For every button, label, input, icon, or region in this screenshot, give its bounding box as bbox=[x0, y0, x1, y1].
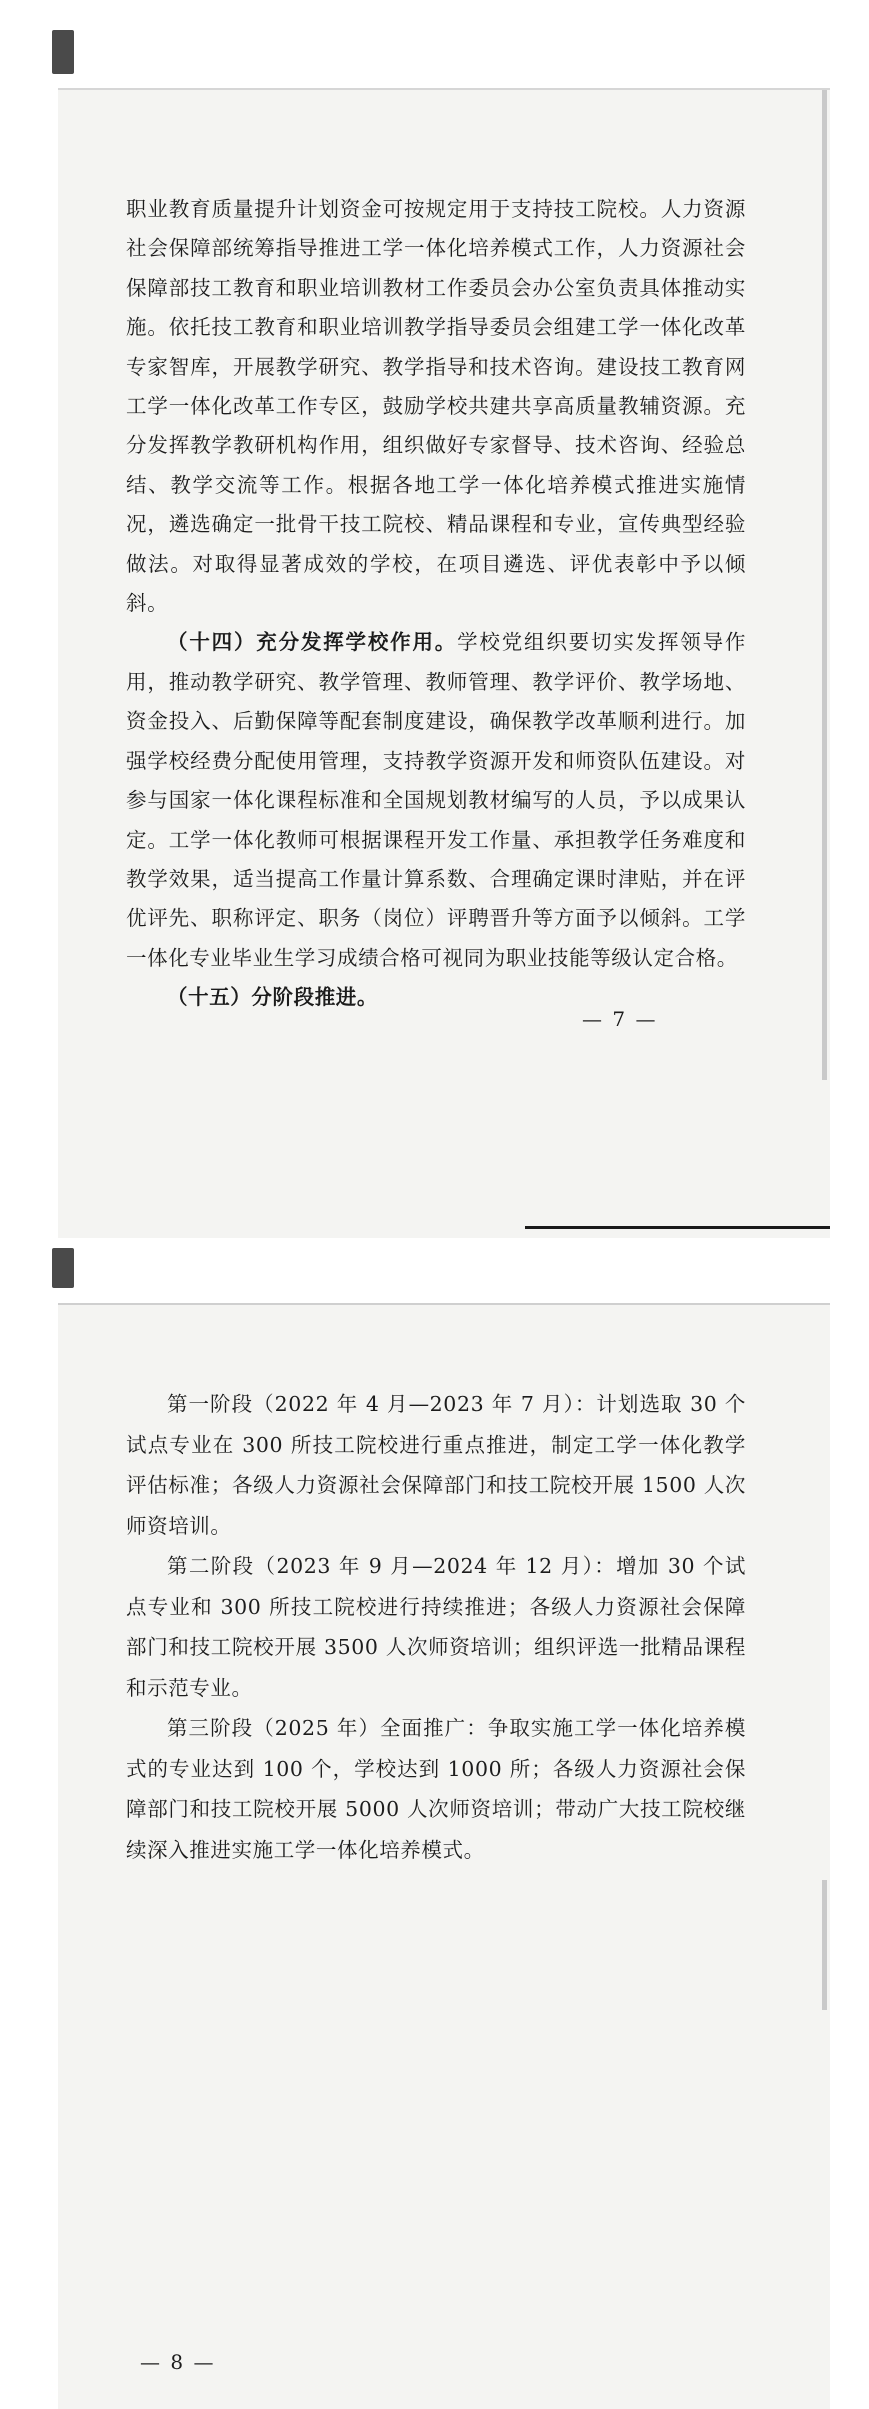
page-edge-shadow bbox=[822, 90, 827, 1080]
page-number: — 8 — bbox=[140, 2350, 216, 2374]
section-14-paragraph bbox=[126, 623, 746, 978]
page-tab-marker bbox=[52, 30, 74, 74]
phase-3-paragraph: 第三阶段（2025 年）全面推广：争取实施工学一体化培养模式的专业达到 100 个，学校达到 1000 所；各级人力资源社会保障部门和技工院校开展 5000 人次师资培训；带动广大技工院校继续深入推进实施工学一体化培养模式。 bbox=[126, 1716, 746, 1862]
document-page-7 bbox=[58, 88, 830, 1238]
page-number: — 7 — bbox=[582, 1007, 658, 1031]
paragraph: 职业教育质量提升计划资金可按规定用于支持技工院校。人力资源社会保障部统筹指导推进工学一体化培养模式工作，人力资源社会保障部技工教育和职业培训教材工作委员会办公室负责具体推动实施。依托技工教育和职业培训教学指导委员会组建工学一体化改革专家智库，开展教学研究、教学指导和技术咨询。建设技工教育网工学一体化改革工作专区，鼓励学校共建共享高质量教辅资源。充分发挥教学教研机构作用，组织做好专家督导、技术咨询、经验总结、教学交流等工作。根据各地工学一体化培养模式推进实施情况，遴选确定一批骨干技工院校、精品课程和专业，宣传典型经验做法。对取得显著成效的学校，在项目遴选、评优表彰中予以倾斜。 bbox=[126, 197, 746, 616]
section-14-heading: （十四）充分发挥学校作用。 bbox=[167, 630, 458, 655]
phase-2-paragraph: 第二阶段（2023 年 9 月—2024 年 12 月）：增加 30 个试点专业和 300 所技工院校进行持续推进；各级人力资源社会保障部门和技工院校开展 3500 人次师资培训；组织评选一批精品课程和示范专业。 bbox=[126, 1554, 746, 1700]
page-8-body bbox=[126, 1384, 746, 1870]
page-bottom-edge bbox=[525, 1226, 830, 1229]
page-tab-marker bbox=[52, 1248, 74, 1288]
section-14-text: 学校党组织要切实发挥领导作用，推动教学研究、教学管理、教师管理、教学评价、教学场地、资金投入、后勤保障等配套制度建设，确保教学改革顺利进行。加强学校经费分配使用管理，支持教学资源开发和师资队伍建设。对参与国家一体化课程标准和全国规划教材编写的人员，予以成果认定。工学一体化教师可根据课程开发工作量、承担教学任务难度和教学效果，适当提高工作量计算系数、合理确定课时津贴，并在评优评先、职称评定、职务（岗位）评聘晋升等方面予以倾斜。工学一体化专业毕业生学习成绩合格可视同为职业技能等级认定合格。 bbox=[126, 630, 746, 970]
page-edge-shadow bbox=[822, 1880, 827, 2010]
section-15-heading: （十五）分阶段推进。 bbox=[167, 985, 378, 1010]
document-page-8 bbox=[58, 1305, 830, 2409]
phase-1-paragraph: 第一阶段（2022 年 4 月—2023 年 7 月）：计划选取 30 个试点专业在 300 所技工院校进行重点推进，制定工学一体化教学评估标准；各级人力资源社会保障部门和技工院校开展 1500 人次师资培训。 bbox=[126, 1392, 746, 1538]
page-top-rule bbox=[58, 88, 830, 90]
page-top-rule bbox=[58, 1303, 830, 1305]
page-7-body bbox=[126, 190, 746, 1018]
